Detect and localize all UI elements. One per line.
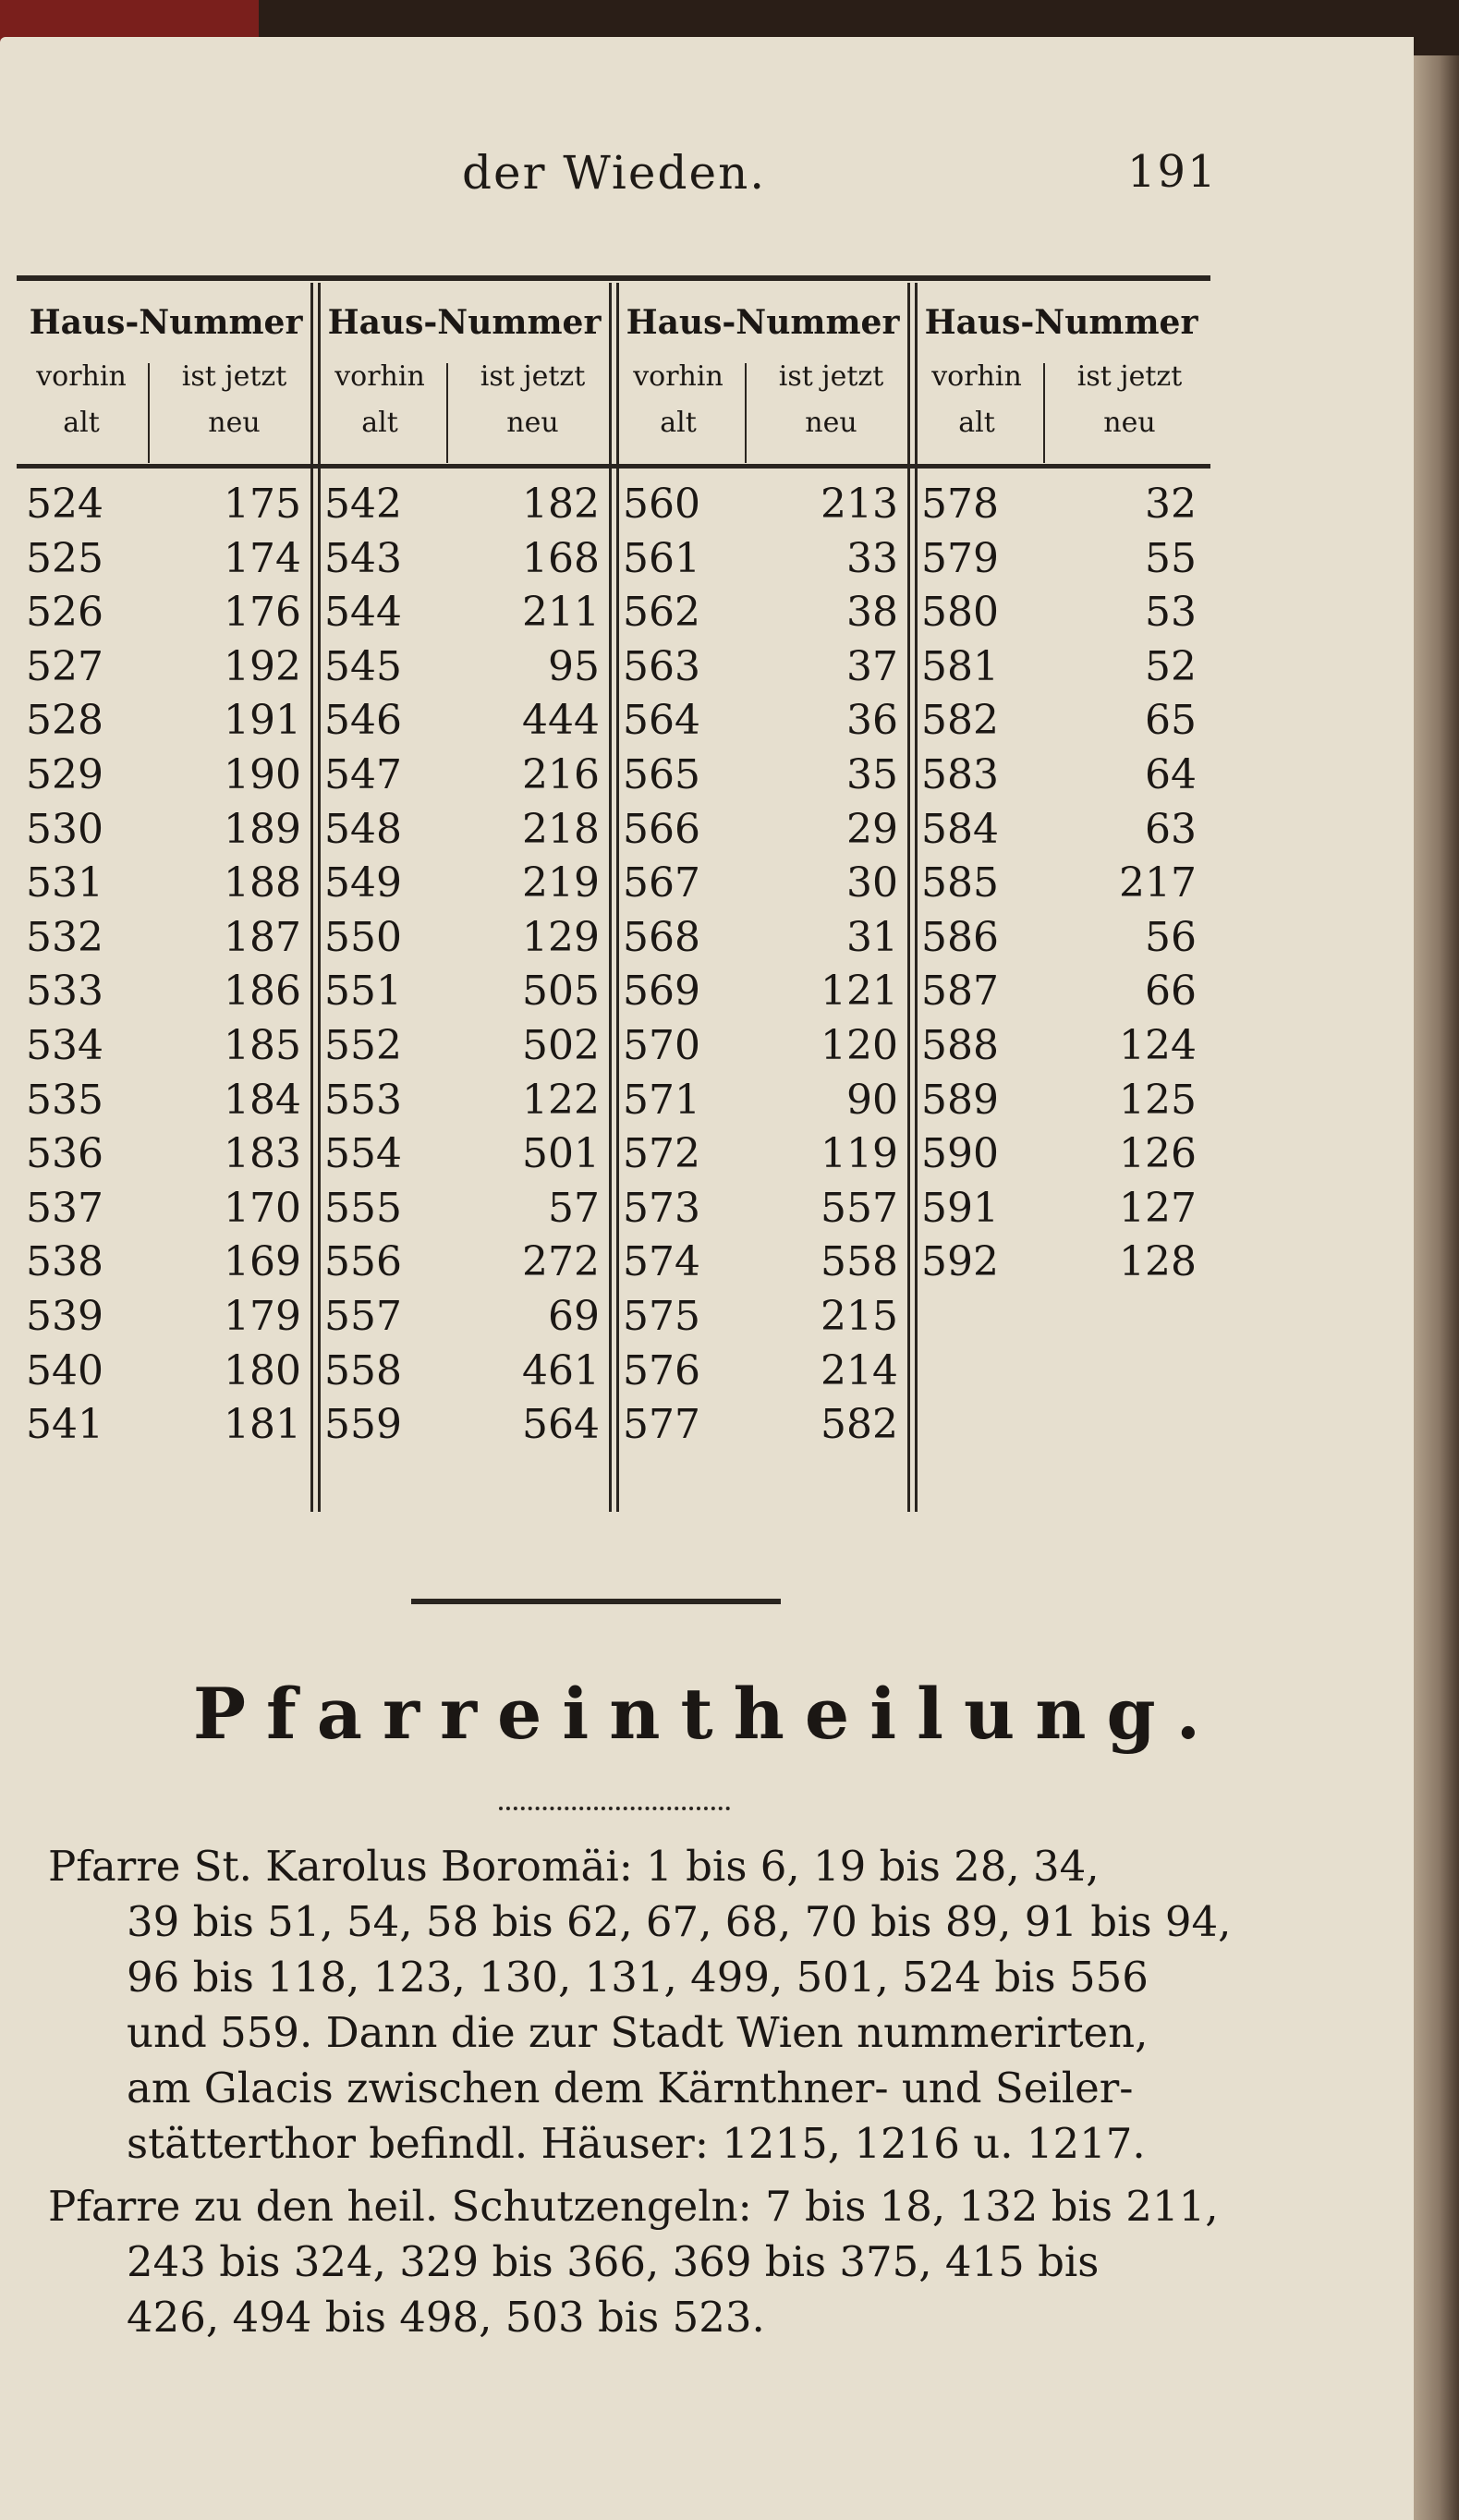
group-heading: Haus-Nummer <box>29 303 303 342</box>
new-number: 183 <box>224 1130 301 1178</box>
sub-column-divider <box>745 363 747 463</box>
sub-heading-old-2: alt <box>958 407 995 439</box>
new-number: 558 <box>821 1238 898 1286</box>
sub-heading-old: vorhin <box>931 360 1022 393</box>
new-number: 505 <box>522 968 600 1016</box>
sub-heading-old-2: alt <box>361 407 398 439</box>
new-number: 185 <box>224 1022 301 1069</box>
old-number: 553 <box>324 1076 402 1124</box>
new-number: 66 <box>1145 968 1197 1016</box>
new-number: 179 <box>224 1293 301 1340</box>
new-number: 121 <box>821 968 898 1016</box>
old-number: 582 <box>921 697 999 745</box>
new-number: 215 <box>821 1293 898 1340</box>
sub-column-divider <box>1043 363 1045 463</box>
new-number: 53 <box>1145 589 1197 637</box>
new-number: 186 <box>224 968 301 1016</box>
old-number: 554 <box>324 1130 402 1178</box>
old-number: 534 <box>26 1022 103 1069</box>
old-number: 543 <box>324 534 402 582</box>
old-number: 533 <box>26 968 103 1016</box>
old-number: 573 <box>623 1184 700 1232</box>
column-group-1 <box>17 275 315 1514</box>
group-heading: Haus-Nummer <box>327 303 602 342</box>
sub-column-divider <box>148 363 150 463</box>
new-number: 192 <box>224 642 301 690</box>
old-number: 585 <box>921 859 999 907</box>
old-number: 557 <box>324 1293 402 1340</box>
old-number: 570 <box>623 1022 700 1069</box>
old-number: 571 <box>623 1076 700 1124</box>
old-number: 586 <box>921 913 999 961</box>
old-number: 566 <box>623 805 700 853</box>
new-number: 190 <box>224 751 301 798</box>
new-number: 191 <box>224 697 301 745</box>
sub-heading-old: vorhin <box>633 360 723 393</box>
old-number: 581 <box>921 642 999 690</box>
divider-ornament <box>411 1599 781 1604</box>
new-number: 501 <box>522 1130 600 1178</box>
new-number: 502 <box>522 1022 600 1069</box>
old-number: 547 <box>324 751 402 798</box>
new-number: 127 <box>1119 1184 1197 1232</box>
old-number: 577 <box>623 1401 700 1449</box>
column-group-2 <box>315 275 614 1514</box>
sub-heading-new: ist jetzt <box>181 360 287 393</box>
new-number: 36 <box>846 697 898 745</box>
new-number: 557 <box>821 1184 898 1232</box>
old-number: 568 <box>623 913 700 961</box>
new-number: 564 <box>522 1401 600 1449</box>
new-number: 124 <box>1119 1022 1197 1069</box>
sub-heading-old: vorhin <box>36 360 127 393</box>
new-number: 30 <box>846 859 898 907</box>
new-number: 582 <box>821 1401 898 1449</box>
new-number: 56 <box>1145 913 1197 961</box>
new-number: 128 <box>1119 1238 1197 1286</box>
old-number: 561 <box>623 534 700 582</box>
new-number: 63 <box>1145 805 1197 853</box>
new-number: 52 <box>1145 642 1197 690</box>
paragraph-line: stätterthor befindl. Häuser: 1215, 1216 u. 1217. <box>127 2119 1146 2168</box>
group-separator <box>310 283 313 1512</box>
new-number: 122 <box>522 1076 600 1124</box>
old-number: 532 <box>26 913 103 961</box>
new-number: 64 <box>1145 751 1197 798</box>
old-number: 580 <box>921 589 999 637</box>
old-number: 575 <box>623 1293 700 1340</box>
new-number: 170 <box>224 1184 301 1232</box>
old-number: 527 <box>26 642 103 690</box>
old-number: 591 <box>921 1184 999 1232</box>
new-number: 174 <box>224 534 301 582</box>
column-group-3 <box>614 275 912 1514</box>
old-number: 544 <box>324 589 402 637</box>
old-number: 538 <box>26 1238 103 1286</box>
old-number: 578 <box>921 481 999 528</box>
column-group-4 <box>912 275 1210 1514</box>
old-number: 587 <box>921 968 999 1016</box>
sub-heading-new-2: neu <box>805 407 857 439</box>
old-number: 584 <box>921 805 999 853</box>
page-edge-shadow <box>1409 55 1459 2520</box>
old-number: 564 <box>623 697 700 745</box>
new-number: 444 <box>522 697 600 745</box>
new-number: 35 <box>846 751 898 798</box>
parish-paragraph-2 <box>48 2179 1240 2345</box>
paragraph-line: 39 bis 51, 54, 58 bis 62, 67, 68, 70 bis 89, 91 bis 94, <box>127 1897 1232 1946</box>
new-number: 461 <box>522 1346 600 1394</box>
new-number: 55 <box>1145 534 1197 582</box>
new-number: 119 <box>821 1130 898 1178</box>
old-number: 546 <box>324 697 402 745</box>
old-number: 536 <box>26 1130 103 1178</box>
sub-heading-new: ist jetzt <box>1076 360 1183 393</box>
new-number: 176 <box>224 589 301 637</box>
old-number: 551 <box>324 968 402 1016</box>
new-number: 169 <box>224 1238 301 1286</box>
new-number: 29 <box>846 805 898 853</box>
paragraph-line: am Glacis zwischen dem Kärnthner- und Seiler- <box>127 2063 1134 2112</box>
paragraph-line: und 559. Dann die zur Stadt Wien nummerirten, <box>127 2008 1149 2057</box>
old-number: 537 <box>26 1184 103 1232</box>
sub-heading-new-2: neu <box>208 407 261 439</box>
new-number: 38 <box>846 589 898 637</box>
group-separator <box>907 283 910 1512</box>
new-number: 187 <box>224 913 301 961</box>
old-number: 555 <box>324 1184 402 1232</box>
paragraph-line: Pfarre St. Karolus Boromäi: 1 bis 6, 19 bis 28, 34, <box>48 1842 1100 1891</box>
old-number: 535 <box>26 1076 103 1124</box>
paragraph-line: 243 bis 324, 329 bis 366, 369 bis 375, 415 bis <box>127 2237 1100 2286</box>
new-number: 180 <box>224 1346 301 1394</box>
old-number: 540 <box>26 1346 103 1394</box>
old-number: 530 <box>26 805 103 853</box>
new-number: 168 <box>522 534 600 582</box>
sub-heading-old-2: alt <box>660 407 697 439</box>
old-number: 548 <box>324 805 402 853</box>
old-number: 579 <box>921 534 999 582</box>
new-number: 125 <box>1119 1076 1197 1124</box>
old-number: 565 <box>623 751 700 798</box>
old-number: 583 <box>921 751 999 798</box>
group-separator <box>609 283 612 1512</box>
new-number: 69 <box>548 1293 600 1340</box>
parish-paragraph-1 <box>48 1839 1240 2172</box>
sub-heading-new-2: neu <box>506 407 559 439</box>
old-number: 576 <box>623 1346 700 1394</box>
new-number: 31 <box>846 913 898 961</box>
old-number: 574 <box>623 1238 700 1286</box>
old-number: 563 <box>623 642 700 690</box>
old-number: 560 <box>623 481 700 528</box>
new-number: 217 <box>1119 859 1197 907</box>
group-heading: Haus-Nummer <box>626 303 900 342</box>
running-header <box>0 146 1414 201</box>
page-number: 191 <box>1127 146 1218 198</box>
new-number: 189 <box>224 805 301 853</box>
new-number: 129 <box>522 913 600 961</box>
new-number: 216 <box>522 751 600 798</box>
header-title: der Wieden. <box>462 146 767 200</box>
old-number: 588 <box>921 1022 999 1069</box>
book-page <box>0 37 1414 2520</box>
new-number: 214 <box>821 1346 898 1394</box>
old-number: 552 <box>324 1022 402 1069</box>
new-number: 37 <box>846 642 898 690</box>
sub-heading-new: ist jetzt <box>480 360 586 393</box>
old-number: 567 <box>623 859 700 907</box>
new-number: 33 <box>846 534 898 582</box>
sub-column-divider <box>446 363 448 463</box>
new-number: 182 <box>522 481 600 528</box>
new-number: 126 <box>1119 1130 1197 1178</box>
old-number: 524 <box>26 481 103 528</box>
group-heading: Haus-Nummer <box>924 303 1198 342</box>
new-number: 32 <box>1145 481 1197 528</box>
sub-heading-new: ist jetzt <box>778 360 884 393</box>
new-number: 57 <box>548 1184 600 1232</box>
old-number: 589 <box>921 1076 999 1124</box>
old-number: 526 <box>26 589 103 637</box>
paragraph-line: 96 bis 118, 123, 130, 131, 499, 501, 524 bis 556 <box>127 1953 1149 2002</box>
old-number: 590 <box>921 1130 999 1178</box>
old-number: 556 <box>324 1238 402 1286</box>
old-number: 569 <box>623 968 700 1016</box>
old-number: 531 <box>26 859 103 907</box>
new-number: 90 <box>846 1076 898 1124</box>
new-number: 218 <box>522 805 600 853</box>
old-number: 541 <box>26 1401 103 1449</box>
new-number: 213 <box>821 481 898 528</box>
old-number: 559 <box>324 1401 402 1449</box>
new-number: 219 <box>522 859 600 907</box>
new-number: 181 <box>224 1401 301 1449</box>
new-number: 120 <box>821 1022 898 1069</box>
old-number: 572 <box>623 1130 700 1178</box>
sub-heading-old-2: alt <box>63 407 100 439</box>
old-number: 529 <box>26 751 103 798</box>
old-number: 592 <box>921 1238 999 1286</box>
old-number: 528 <box>26 697 103 745</box>
old-number: 558 <box>324 1346 402 1394</box>
paragraph-line: Pfarre zu den heil. Schutzengeln: 7 bis 18, 132 bis 211, <box>48 2182 1219 2231</box>
old-number: 539 <box>26 1293 103 1340</box>
sub-heading-old: vorhin <box>334 360 425 393</box>
new-number: 65 <box>1145 697 1197 745</box>
new-number: 95 <box>548 642 600 690</box>
new-number: 184 <box>224 1076 301 1124</box>
old-number: 542 <box>324 481 402 528</box>
new-number: 211 <box>522 589 600 637</box>
new-number: 175 <box>224 481 301 528</box>
paragraph-line: 426, 494 bis 498, 503 bis 523. <box>127 2293 765 2342</box>
section-title: Pfarreintheilung. <box>192 1673 1222 1755</box>
sub-heading-new-2: neu <box>1103 407 1156 439</box>
new-number: 272 <box>522 1238 600 1286</box>
house-number-table <box>17 275 1210 1514</box>
new-number: 188 <box>224 859 301 907</box>
title-flourish <box>499 1797 730 1810</box>
old-number: 562 <box>623 589 700 637</box>
old-number: 545 <box>324 642 402 690</box>
old-number: 549 <box>324 859 402 907</box>
old-number: 525 <box>26 534 103 582</box>
old-number: 550 <box>324 913 402 961</box>
